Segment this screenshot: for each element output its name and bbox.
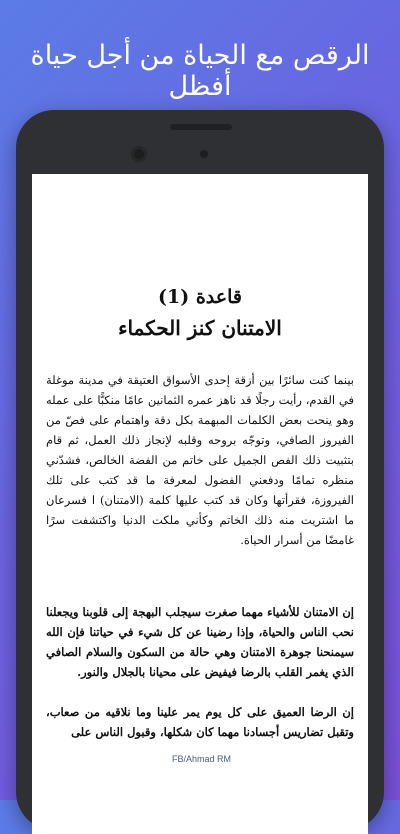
proximity-sensor	[200, 150, 208, 158]
paragraph-story: بينما كنت سائرًا بين أزقة إحدى الأسواق العتيقة في مدينة موغلة في القدم، رأيت رجلًا قد ناهز عمره الثمانين عامًا منكبًّا على عمله وهو ينحت بعض الكلمات المبهمة بكل دقة واهتمام على فصّ من الفيروز الصافي، وتوجّه بروحه وقلبه لإنجاز ذلك العمل، ثم قام بتثبيت ذلك الفص الجميل على خاتم من الفضة الخالص، فشدّني منظره تمامًا ودفعني الفضول لمعرفة ما قد كتب على تلك الفيروزة، فقرأتها وكان قد كتب عليها كلمة (الامتنان) ا فسرعان ما اشتريت منه ذلك الخاتم وكأني ملكت الدنيا واكتشفت سرًا غامضًا من أسرار الحياة.	[46, 373, 354, 547]
phone-frame	[16, 110, 384, 830]
paragraph-contentment: إن الرضا العميق على كل يوم يمر علينا وما نلاقيه من صعاب، وتقبل تضاريس أجسادنا مهما كان شكلها، وقبول الناس على	[46, 705, 354, 739]
phone-screen[interactable]	[32, 174, 368, 834]
rule-heading: قاعدة (1)	[158, 286, 242, 308]
front-camera	[131, 146, 147, 162]
rule-title: الامتنان كنز الحكماء	[118, 316, 282, 340]
promo-title: الرقص مع الحياة من أجل حياة أفظل	[30, 40, 370, 102]
credit-watermark: FB/Ahmad RM	[172, 754, 232, 764]
phone-earpiece	[170, 124, 232, 130]
paragraph-gratitude: إن الامتنان للأشياء مهما صغرت سيجلب البهجة إلى قلوبنا ويجعلنا نحب الناس والحياة، وإذا رضينا عن كل شيء في حياتنا فإن الله سيمنحنا جوهرة الامتنان وهي حالة من السكون والسلام الصافي الذي يغمر القلب بالرضا فيفيض على محيانا بالجلال والنور.	[46, 605, 354, 679]
book-page[interactable]	[32, 174, 368, 834]
